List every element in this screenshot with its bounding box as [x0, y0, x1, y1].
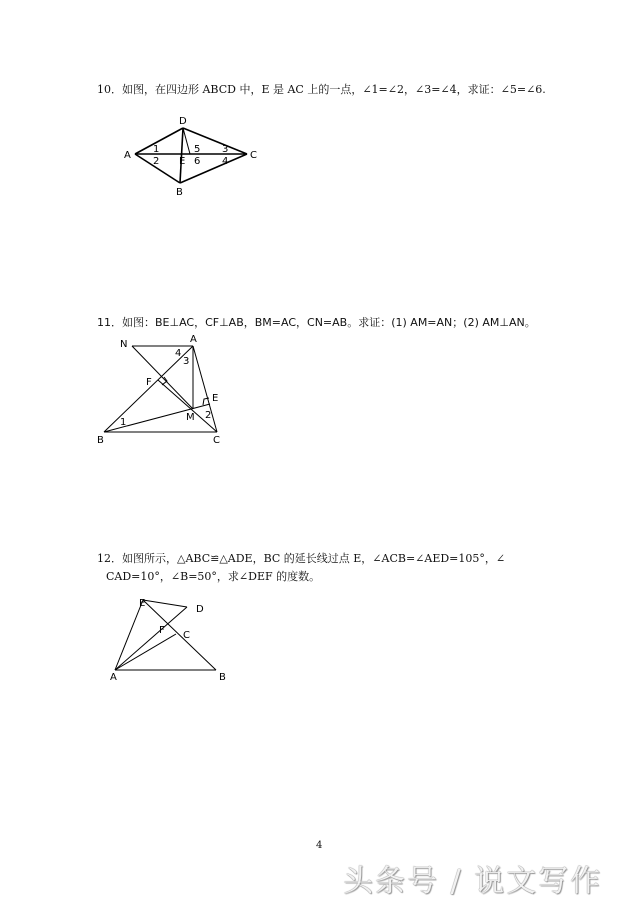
page-number: 4 — [316, 840, 323, 851]
right-angle-F — [162, 377, 167, 385]
label-A: A — [110, 672, 117, 683]
label-N: N — [120, 339, 128, 350]
problem-12-text-line2: CAD=10°，∠B=50°，求∠DEF 的度数。 — [106, 570, 321, 583]
angle-label-1: 1 — [120, 417, 127, 428]
angle-label-2: 2 — [153, 156, 160, 167]
label-F: F — [159, 625, 165, 636]
segment-AB — [135, 154, 180, 183]
angle-label-6: 6 — [194, 156, 201, 167]
label-B: B — [176, 187, 183, 198]
segment-DC — [183, 128, 247, 154]
segment-BE — [104, 404, 210, 432]
segment-EB — [143, 600, 216, 670]
segment-AC — [193, 346, 217, 432]
angle-label-3: 3 — [222, 144, 229, 155]
label-E: E — [139, 598, 146, 609]
angle-label-4: 4 — [222, 156, 229, 167]
label-M: M — [186, 412, 195, 423]
label-A: A — [124, 150, 131, 161]
angle-label-2: 2 — [205, 410, 212, 421]
segment-AE — [115, 598, 146, 670]
label-A: A — [190, 334, 197, 345]
segment-NM — [132, 346, 193, 409]
label-E: E — [212, 393, 219, 404]
segment-BC — [180, 154, 247, 183]
label-E: E — [179, 156, 186, 167]
label-D: D — [196, 604, 204, 615]
segment-AD — [115, 607, 187, 670]
angle-label-4: 4 — [175, 348, 182, 359]
label-C: C — [213, 435, 220, 446]
segment-CF — [158, 380, 217, 432]
label-F: F — [146, 377, 152, 388]
problem-11-text: 11．如图：BE⊥AC，CF⊥AB，BM=AC，CN=AB。求证：(1) AM=AN；(2) AM⊥AN。 — [97, 316, 536, 329]
angle-label-5: 5 — [194, 144, 201, 155]
right-angle-E — [203, 398, 209, 405]
label-C: C — [183, 630, 190, 641]
segment-ED — [143, 600, 187, 607]
problem-10-text: 10．如图，在四边形 ABCD 中，E 是 AC 上的一点，∠1=∠2，∠3=∠4，求证：∠5=∠6. — [97, 83, 546, 96]
label-B: B — [219, 672, 226, 683]
label-C: C — [250, 150, 257, 161]
segment-AB — [104, 346, 193, 432]
segment-DB — [179, 128, 186, 183]
segment-DE — [183, 128, 190, 154]
segment-AD — [135, 128, 183, 154]
watermark-text: 头条号 / 说文写作 — [343, 864, 603, 899]
segment-AC — [115, 634, 176, 670]
label-B: B — [97, 435, 104, 446]
problem-12-text-line1: 12．如图所示，△ABC≌△ADE，BC 的延长线过点 E，∠ACB=∠AED=105°，∠ — [97, 552, 506, 565]
angle-label-3: 3 — [183, 356, 190, 367]
label-D: D — [179, 116, 187, 127]
angle-label-1: 1 — [153, 144, 160, 155]
